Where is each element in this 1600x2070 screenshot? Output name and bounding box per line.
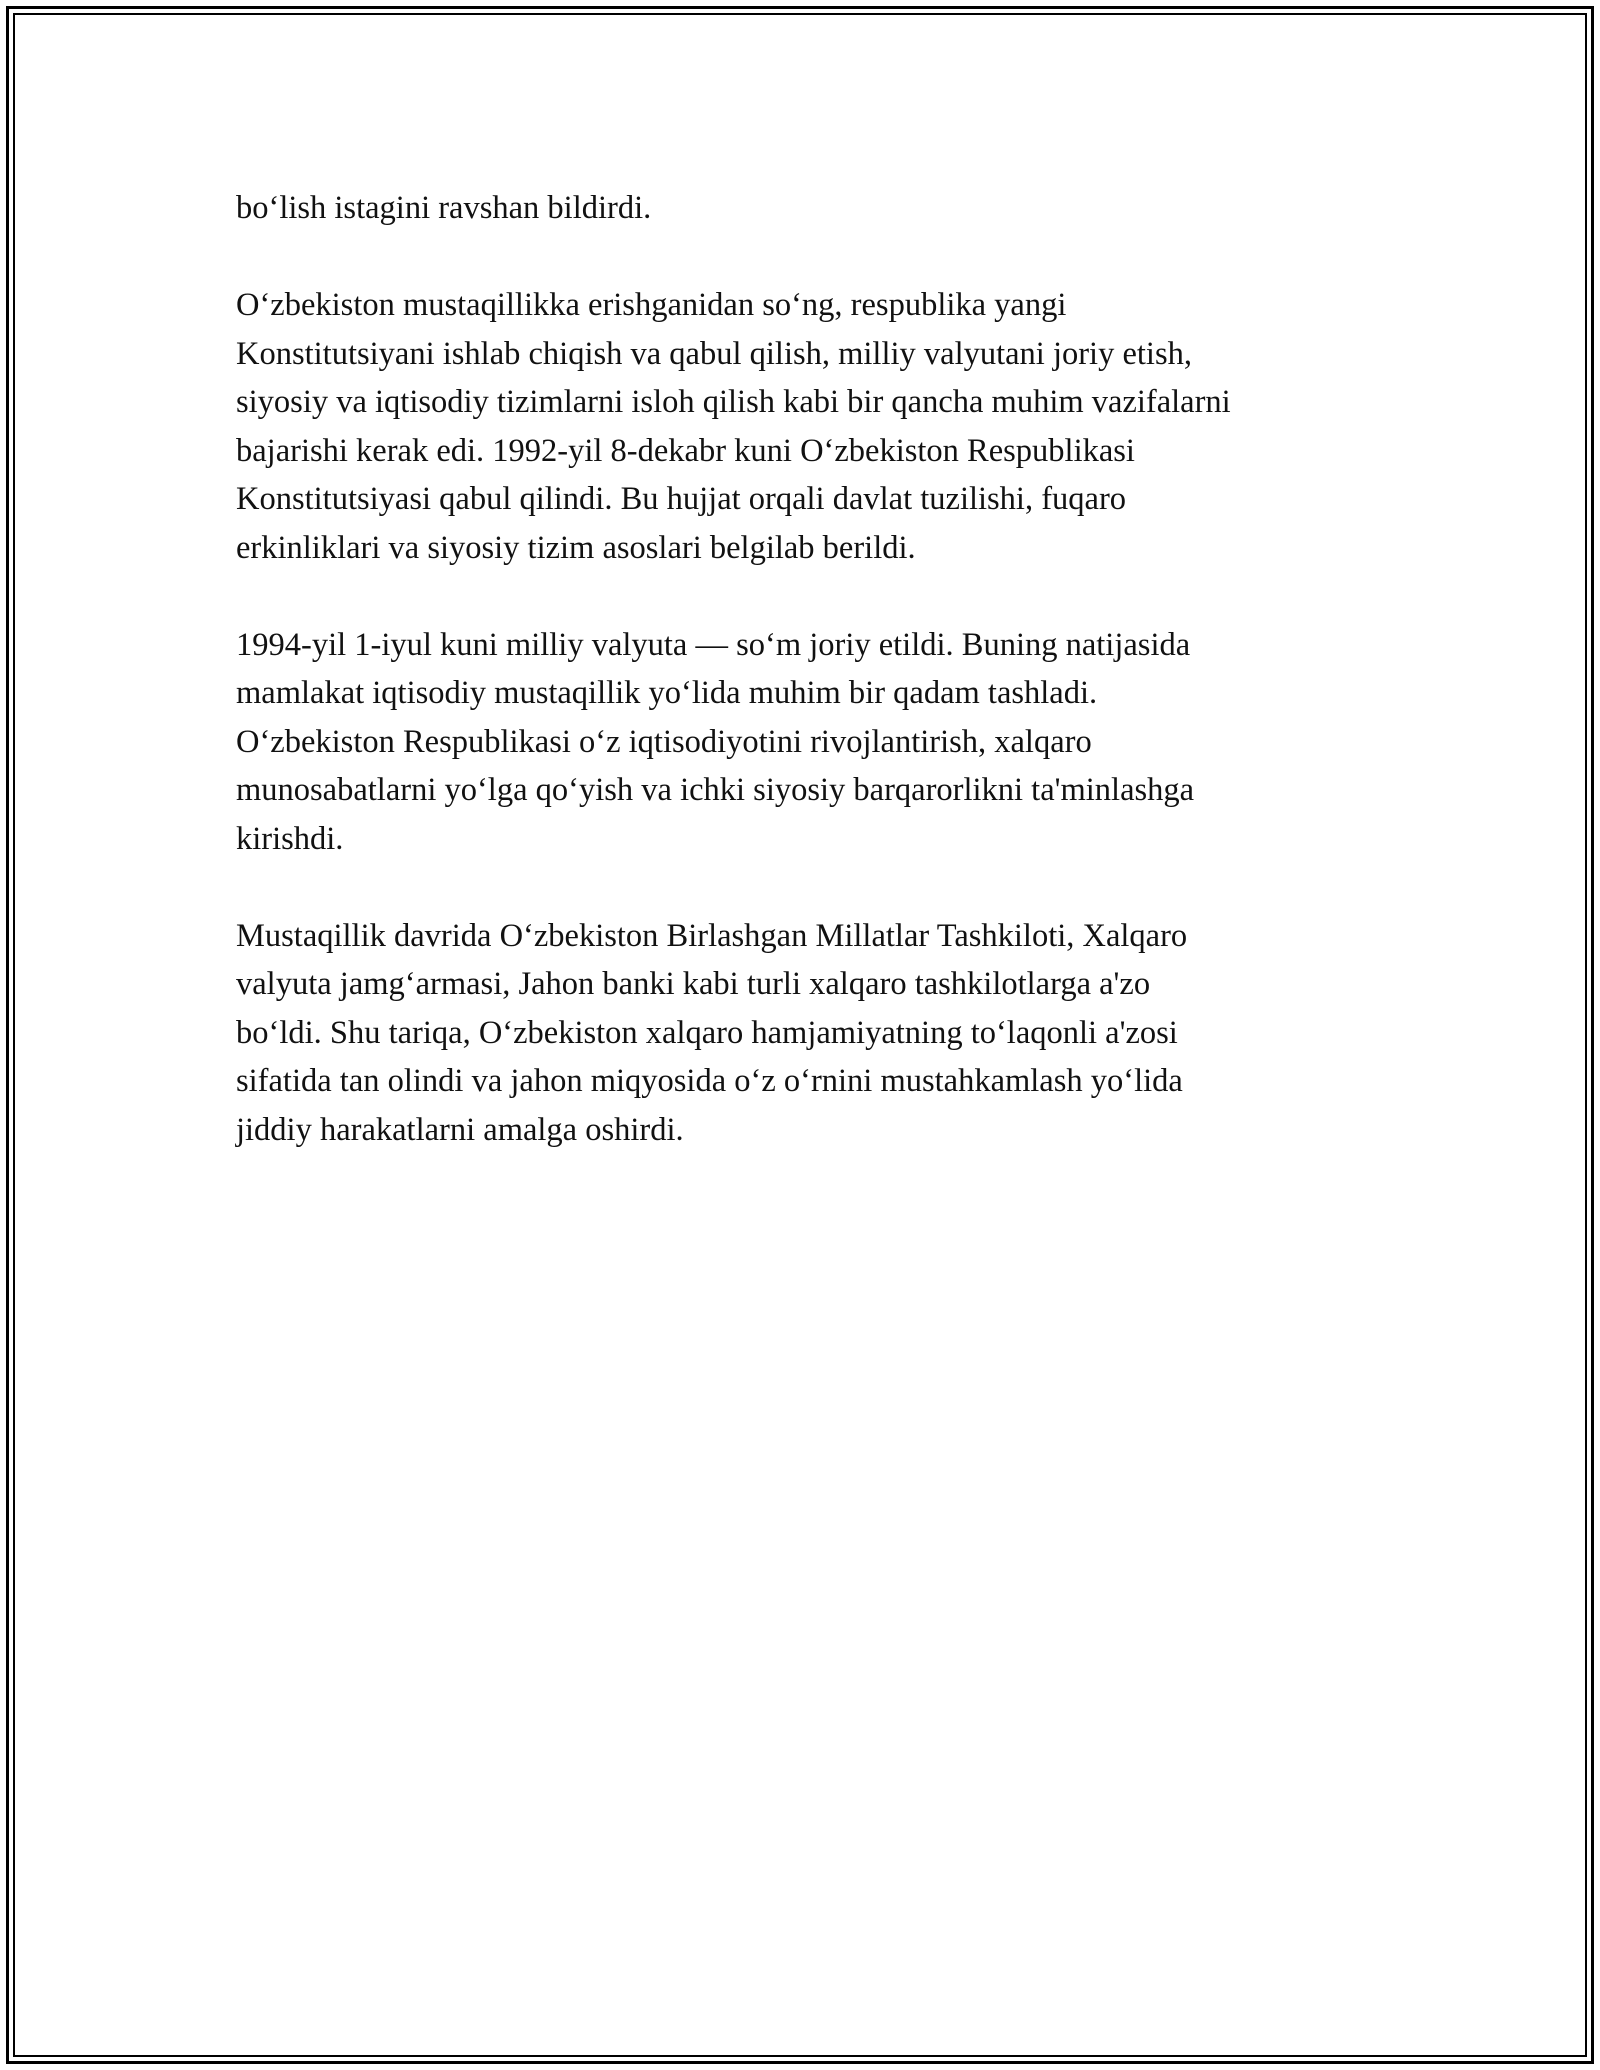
text-line: siyosiy va iqtisodiy tizimlarni isloh qilish kabi bir qancha muhim vazifalarni	[236, 384, 1231, 420]
paragraph-1	[236, 184, 1386, 233]
paragraph-3	[236, 621, 1386, 864]
text-line: jiddiy harakatlarni amalga oshirdi.	[236, 1111, 684, 1148]
text-line: Konstitutsiyani ishlab chiqish va qabul qilish, milliy valyutani joriy etish,	[236, 335, 1192, 372]
text-line: 1994-yil 1-iyul kuni milliy valyuta — so‘m joriy etildi. Buning natijasida	[236, 626, 1191, 663]
text-line: kirishdi.	[236, 820, 344, 857]
text-line: bajarishi kerak edi. 1992-yil 8-dekabr kuni O‘zbekiston Respublikasi	[236, 432, 1135, 469]
text-line: erkinliklari va siyosiy tizim asoslari belgilab berildi.	[236, 529, 916, 566]
text-line: O‘zbekiston mustaqillikka erishganidan so‘ng, respublika yangi	[236, 287, 1067, 323]
text-line: munosabatlarni yo‘lga qo‘yish va ichki siyosiy barqarorlikni ta'minlashga	[236, 772, 1195, 808]
text-line: Mustaqillik davrida O‘zbekiston Birlashgan Millatlar Tashkiloti, Xalqaro	[236, 917, 1188, 954]
paragraph-2	[236, 281, 1386, 572]
paragraph-4	[236, 912, 1386, 1155]
text-line: Konstitutsiyasi qabul qilindi. Bu hujjat orqali davlat tuzilishi, fuqaro	[236, 481, 1127, 517]
text-line: bo‘lish istagini ravshan bildirdi.	[236, 190, 652, 226]
document-body	[236, 184, 1386, 1203]
text-line: O‘zbekiston Respublikasi o‘z iqtisodiyotini rivojlantirish, xalqaro	[236, 723, 1092, 760]
text-line: bo‘ldi. Shu tariqa, O‘zbekiston xalqaro hamjamiyatning to‘laqonli a'zosi	[236, 1014, 1178, 1051]
text-line: mamlakat iqtisodiy mustaqillik yo‘lida muhim bir qadam tashladi.	[236, 675, 1098, 711]
text-line: sifatida tan olindi va jahon miqyosida o‘z o‘rnini mustahkamlash yo‘lida	[236, 1063, 1183, 1099]
text-line: valyuta jamg‘armasi, Jahon banki kabi turli xalqaro tashkilotlarga a'zo	[236, 966, 1151, 1002]
